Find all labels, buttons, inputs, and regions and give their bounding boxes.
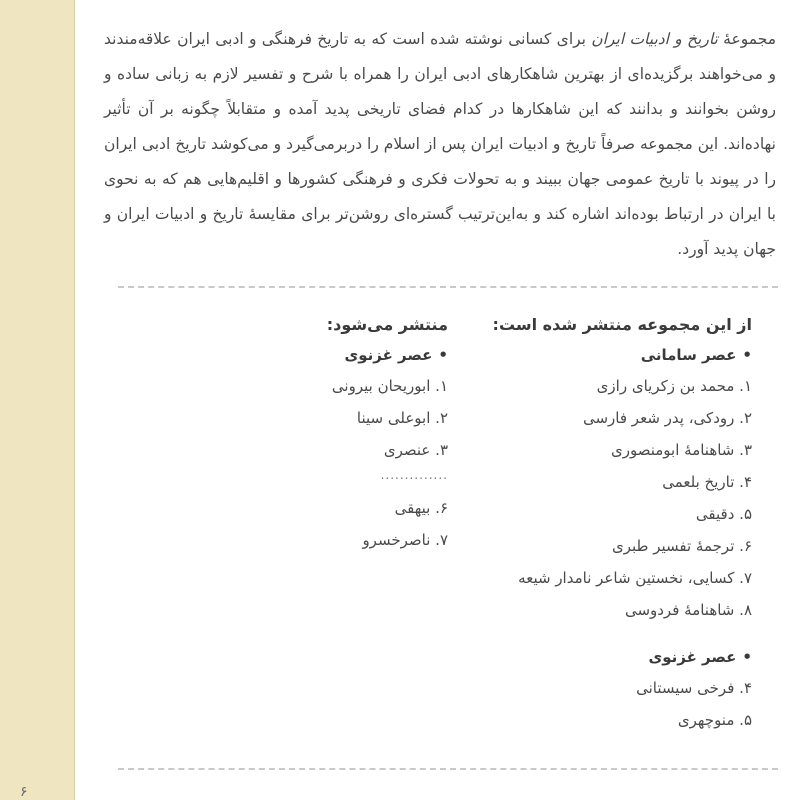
list-item: ۸. شاهنامهٔ فردوسی	[624, 601, 752, 619]
list-item: ۶. بیهقی	[394, 499, 448, 517]
list-item: ۴. تاریخ بلعمی	[662, 473, 752, 491]
ellipsis-separator: ..............	[380, 468, 448, 482]
list-item: ۴. فرخی سیستانی	[636, 679, 752, 697]
list-item: ۱. محمد بن زکریای رازی	[596, 377, 752, 395]
published-list-samanid	[432, 370, 752, 626]
list-item: ۳. شاهنامهٔ ابومنصوری	[610, 441, 752, 459]
dashed-divider-top	[118, 286, 778, 288]
era-heading-ghaznavid: •عصر غزنوی	[344, 346, 448, 364]
published-heading: از این مجموعه منتشر شده است:	[492, 315, 752, 334]
list-item: ۶. ترجمهٔ تفسیر طبری	[611, 537, 752, 555]
list-item: ۷. ناصرخسرو	[362, 531, 448, 549]
forthcoming-column	[188, 310, 448, 556]
bullet-icon: •	[742, 346, 752, 364]
intro-text: برای کسانی نوشته شده است که به تاریخ فرهنگی و ادبی ایران علاقه‌مندند و می‌خواهند برگزیده‌ای از بهترین شاهکارهای ادبی ایران را همراه با شرح و تفسیر لازم به زبانی ساده و روشن بخوانند و بدانند که این شاهکارها در کدام فضای تاریخی پدید آمده و متقابلاً چگونه بر آن تأثیر نهاده‌اند. این مجموعه صرفاً تاریخ و ادبیات ایران پس از اسلام را دربرمی‌گیرد و می‌کوشد تاریخ ادبی ایران را در پیوند با تاریخ عمومی جهان ببیند و به تحولات فکری و فرهنگی کشورها و اقلیم‌هایی هم که به نحوی با ایران در ارتباط بوده‌اند اشاره کند و به‌این‌ترتیب گستره‌ای روشن‌تر برای مقایسهٔ تاریخ و ادبیات ایران و جهان پدید آورد.	[104, 30, 776, 258]
era-heading-samanid: •عصر سامانی	[640, 346, 752, 364]
spacer	[432, 626, 752, 642]
forthcoming-heading: منتشر می‌شود:	[326, 315, 448, 334]
list-item: ۱. ابوریحان بیرونی	[331, 377, 448, 395]
list-item: ۵. دقیقی	[695, 505, 752, 523]
intro-paragraph	[104, 22, 776, 267]
published-list-ghaznavid	[432, 672, 752, 736]
published-column	[432, 310, 752, 736]
list-item: ۵. منوچهری	[677, 711, 752, 729]
page-number: ۶	[20, 784, 28, 800]
list-item: ۲. رودکی، پدر شعر فارسی	[582, 409, 752, 427]
list-item: ۷. کسایی، نخستین شاعر نامدار شیعه	[518, 569, 752, 587]
book-spine-strip	[0, 0, 75, 800]
list-item: ۲. ابوعلی سینا	[356, 409, 448, 427]
era-heading-ghaznavid: •عصر غزنوی	[648, 648, 752, 666]
bullet-icon: •	[742, 648, 752, 666]
forthcoming-list	[188, 370, 448, 466]
bullet-icon: •	[438, 346, 448, 364]
series-title: تاریخ و ادبیات ایران	[591, 30, 718, 48]
dashed-divider-bottom	[118, 768, 778, 770]
forthcoming-list-continued	[188, 492, 448, 556]
list-item: ۳. عنصری	[383, 441, 448, 459]
intro-lead: مجموعهٔ	[723, 30, 777, 48]
